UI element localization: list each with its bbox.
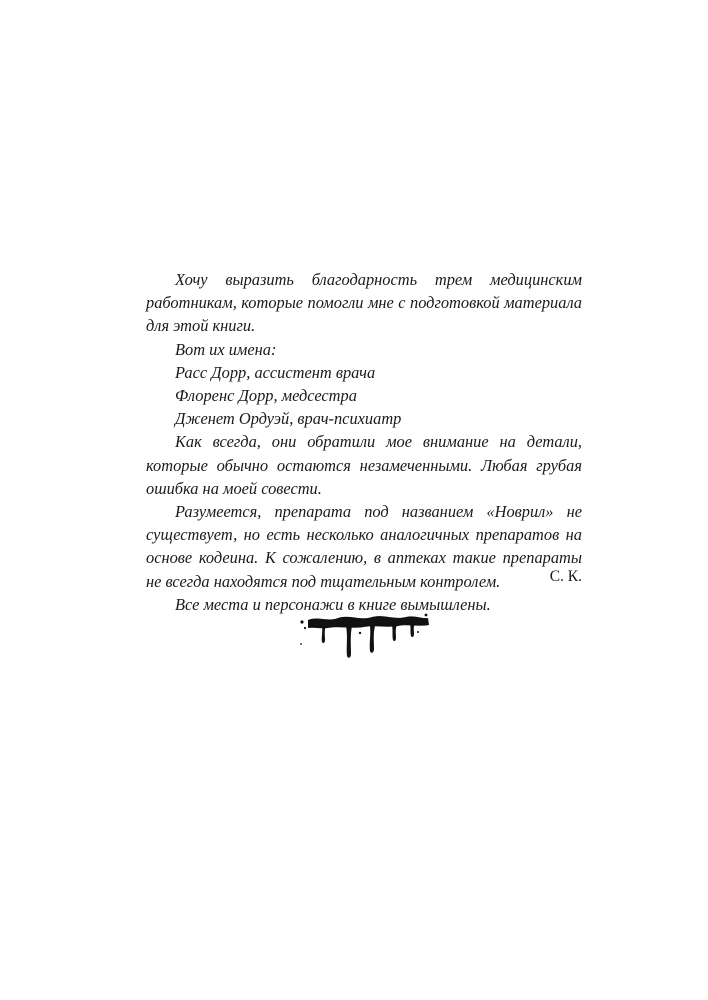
name-line-russ-dorr: Расс Дорр, ассистент врача <box>175 362 376 382</box>
paragraph-names-intro: Вот их имена: <box>175 339 277 359</box>
paragraph-details: Как всегда, они обратили мое внимание на детали, которые обычно остаются незамеченными. Любая грубая ошибка на моей совести. <box>146 432 582 498</box>
paragraph-gratitude: Хочу выразить благодарность трем медицинским работникам, которые помогли мне с подготовкой материала для этой книги. <box>146 270 582 336</box>
acknowledgement-text <box>146 268 582 616</box>
ink-drip-ornament-icon <box>298 608 432 660</box>
name-line-florence-dorr: Флоренс Дорр, медсестра <box>175 386 357 406</box>
paragraph-fiction-disclaimer: Все места и персонажи в книге вымышлены. <box>175 594 491 614</box>
paragraph-novril: Разумеется, препарата под названием «Новрил» не существует, но есть несколько аналогичных препаратов на основе кодеина. К сожалению, в аптеках такие препараты не всегда находятся под тщательным контролем. <box>146 502 582 591</box>
name-line-janet-ordway: Дженет Ордуэй, врач-психиатр <box>175 409 402 429</box>
author-initials: С. К. <box>549 568 582 585</box>
